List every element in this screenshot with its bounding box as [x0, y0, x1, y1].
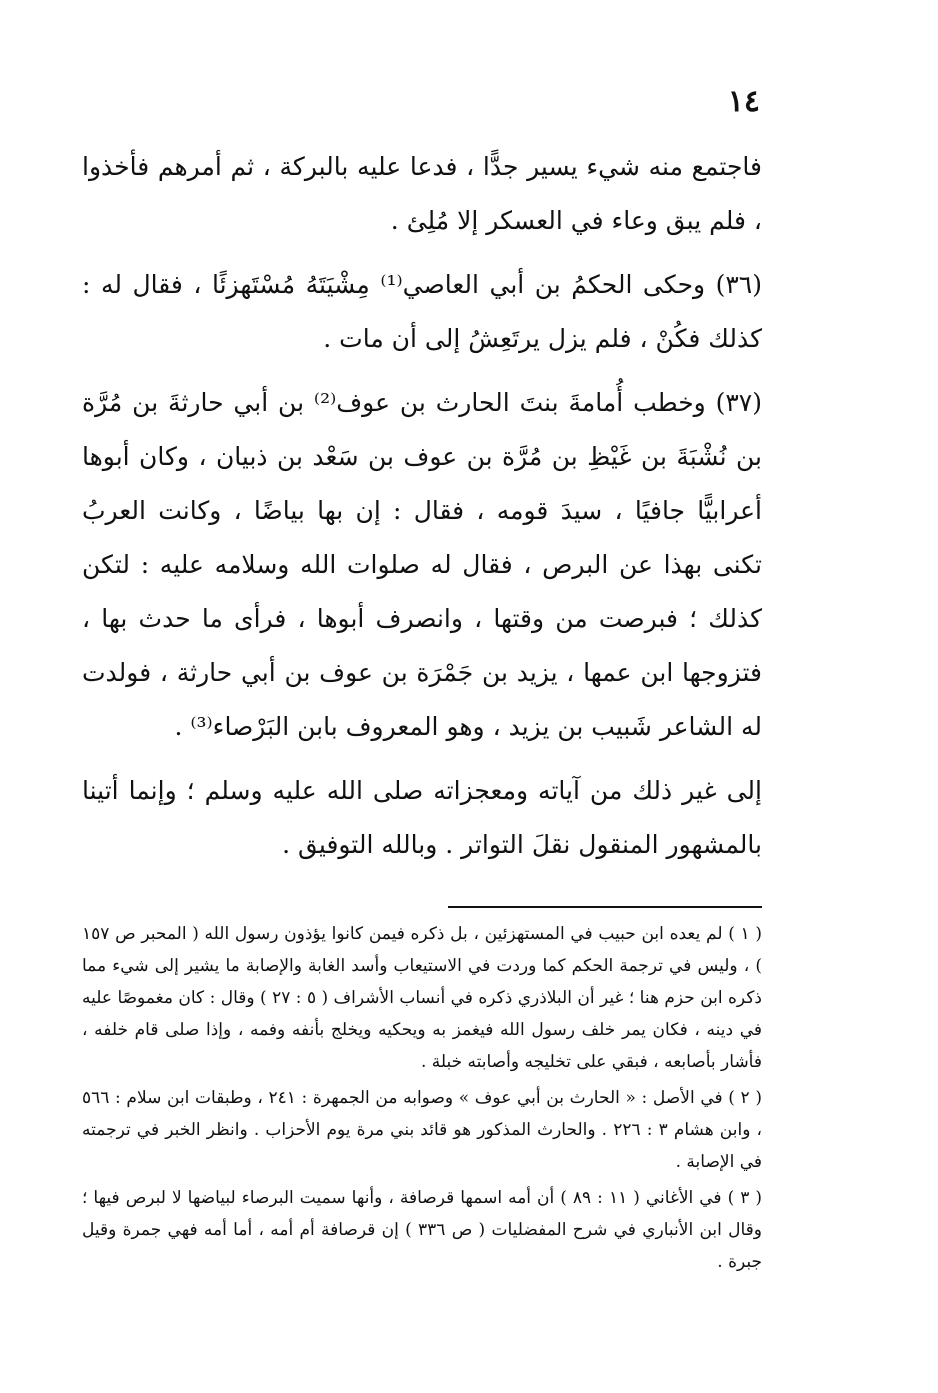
footnote-divider — [448, 906, 762, 908]
main-text — [82, 140, 762, 882]
paragraph-continuation: فاجتمع منه شيء يسير جدًّا ، فدعا عليه بالبركة ، ثم أمرهم فأخذوا ، فلم يبق وعاء في العسكر إلا مُلِئ . — [82, 152, 762, 235]
footnote-2: ( ٢ ) في الأصل : « الحارث بن أبي عوف » وصوابه من الجمهرة : ٢٤١ ، وطبقات ابن سلام : ٥٦٦ ، وابن هشام ٣ : ٢٢٦ . والحارث المذكور هو قائد بني مرة يوم الأحزاب . وانظر الخبر في ترجمته في الإصابة . — [82, 1088, 763, 1172]
paragraph-closing: إلى غير ذلك من آياته ومعجزاته صلى الله عليه وسلم ؛ وإنما أتينا بالمشهور المنقول نقلَ التواتر . وبالله التوفيق . — [82, 776, 762, 859]
footnotes — [82, 918, 762, 1282]
paragraph-37: (٣٧) وخطب أُمامةَ بنتَ الحارث بن عوف⁽²⁾ بن أبي حارثةَ بن مُرَّة بن نُشْبَةَ بن غَيْظِ بن مُرَّة بن عوف بن سَعْد بن ذبيان ، وكان أبوها أعرابيًّا جافيًا ، سيدَ قومه ، فقال : إن بها بياضًا ، وكانت العربُ تكنى بهذا عن البرص ، فقال له صلوات الله وسلامه عليه : لتكن كذلك ؛ فبرصت من وقتها ، وانصرف أبوها ، فرأى ما حدث بها ، فتزوجها ابن عمها ، يزيد بن جَمْرَة بن عوف بن أبي حارثة ، فولدت له الشاعر شَبيب بن يزيد ، وهو المعروف بابن البَرْصاء⁽³⁾ . — [82, 388, 762, 741]
page-number: ١٤ — [727, 84, 760, 119]
footnote-3: ( ٣ ) في الأغاني ( ١١ : ٨٩ ) أن أمه اسمها قرصافة ، وأنها سميت البرصاء لبياضها لا لبرص فيها ؛ وقال ابن الأنباري في شرح المفضليات ( ص ٣٣٦ ) إن قرصافة أم أمه ، أما أمه فهي جمرة وقيل جبرة . — [82, 1188, 763, 1272]
paragraph-36: (٣٦) وحكى الحكمُ بن أبي العاصي⁽¹⁾ مِشْيَتَهُ مُسْتَهزئًا ، فقال له : كذلك فكُنْ ، فلم يزل يرتَعِشُ إلى أن مات . — [82, 270, 762, 353]
footnote-1: ( ١ ) لم يعده ابن حبيب في المستهزئين ، بل ذكره فيمن كانوا يؤذون رسول الله ( المحبر ص ١٥٧ ) ، وليس في ترجمة الحكم كما وردت في الاستيعاب وأسد الغابة والإصابة ما يشير إلى شيء مما ذكره ابن حزم هنا ؛ غير أن البلاذري ذكره في أنساب الأشراف ( ٥ : ٢٧ ) وقال : كان مغموصًا عليه في دينه ، فكان يمر خلف رسول الله فيغمز به ويحكيه ويخلج بأنفه وفمه ، وإذا صلى قام خلفه ، فأشار بأصابعه ، فبقي على تخليجه وأصابته خبلة . — [82, 924, 762, 1072]
